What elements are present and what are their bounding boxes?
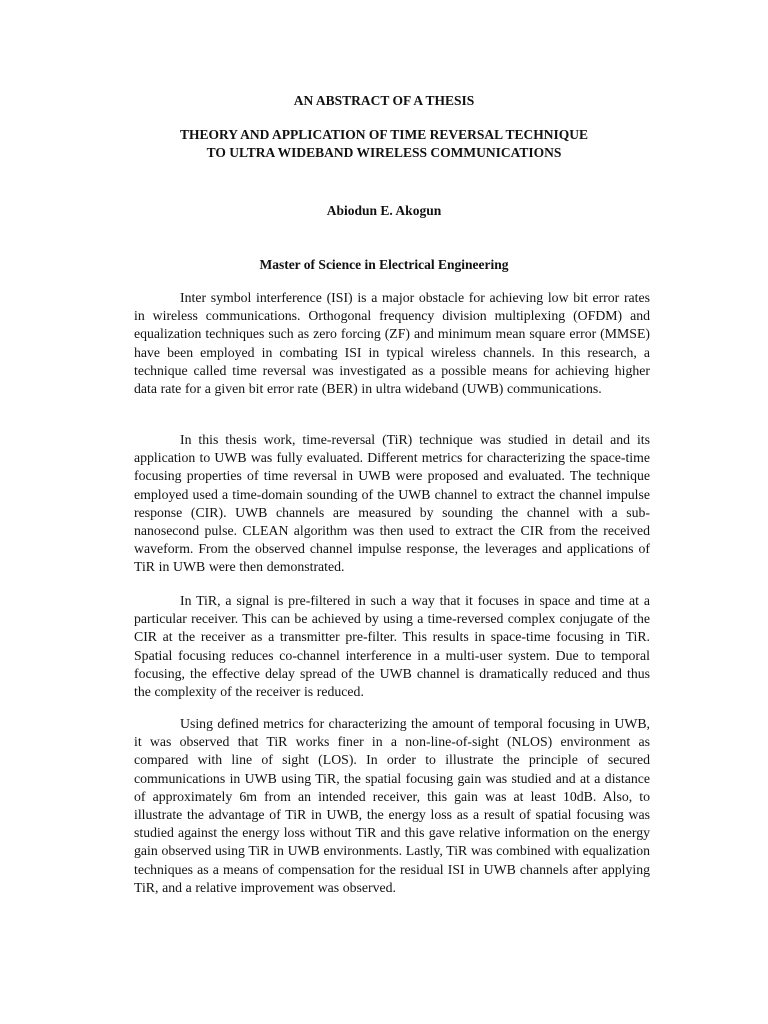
abstract-paragraph-4: Using defined metrics for characterizing the amount of temporal focusing in UWB, it was observed that TiR works finer in a non-line-of-sight (NLOS) environment as compared with line of sight (LOS). In order to illustrate the principle of secured communications in UWB using TiR, the spatial focusing gain was studied and at a distance of approximately 6m from an intended receiver, this gain was at least 10dB. Also, to illustrate the advantage of TiR in UWB, the energy loss as a result of spatial focusing was studied against the energy loss without TiR and this gave relative information on the energy gain observed using TiR in UWB environments. Lastly, TiR was combined with equalization techniques as a means of compensation for the residual ISI in UWB channels after applying TiR, and a relative improvement was observed. <box>134 716 650 895</box>
abstract-header: AN ABSTRACT OF A THESIS <box>293 93 475 108</box>
author-name: Abiodun E. Akogun <box>326 203 442 218</box>
degree-program: Master of Science in Electrical Engineering <box>259 257 509 272</box>
thesis-title-line-2: TO ULTRA WIDEBAND WIRELESS COMMUNICATIONS <box>206 145 562 160</box>
abstract-paragraph-3: In TiR, a signal is pre-filtered in such a way that it focuses in space and time at a particular receiver. This can be achieved by using a time-reversed complex conjugate of the CIR at the receiver as a transmitter pre-filter. This results in space-time focusing in TiR. Spatial focusing reduces co-channel interference in a multi-user system. Due to temporal focusing, the effective delay spread of the UWB channel is dramatically reduced and thus the complexity of the receiver is reduced. <box>134 593 650 700</box>
thesis-title-line-1: THEORY AND APPLICATION OF TIME REVERSAL TECHNIQUE <box>179 127 589 142</box>
abstract-paragraph-2: In this thesis work, time-reversal (TiR) technique was studied in detail and its application to UWB was fully evaluated. Different metrics for characterizing the space-time focusing properties of time reversal in UWB were proposed and evaluated. The technique employed used a time-domain sounding of the UWB channel to extract the channel impulse response (CIR). UWB channels are measured by sounding the channel with a sub-nanosecond pulse. CLEAN algorithm was then used to extract the CIR from the received waveform. From the observed channel impulse response, the leverages and applications of TiR in UWB were then demonstrated. <box>134 432 650 575</box>
abstract-paragraph-1: Inter symbol interference (ISI) is a major obstacle for achieving low bit error rates in wireless communications. Orthogonal frequency division multiplexing (OFDM) and equalization techniques such as zero forcing (ZF) and minimum mean square error (MMSE) have been employed in combating ISI in typical wireless channels. In this research, a technique called time reversal was investigated as a possible means for achieving higher data rate for a given bit error rate (BER) in ultra wideband (UWB) communications. <box>134 290 650 397</box>
